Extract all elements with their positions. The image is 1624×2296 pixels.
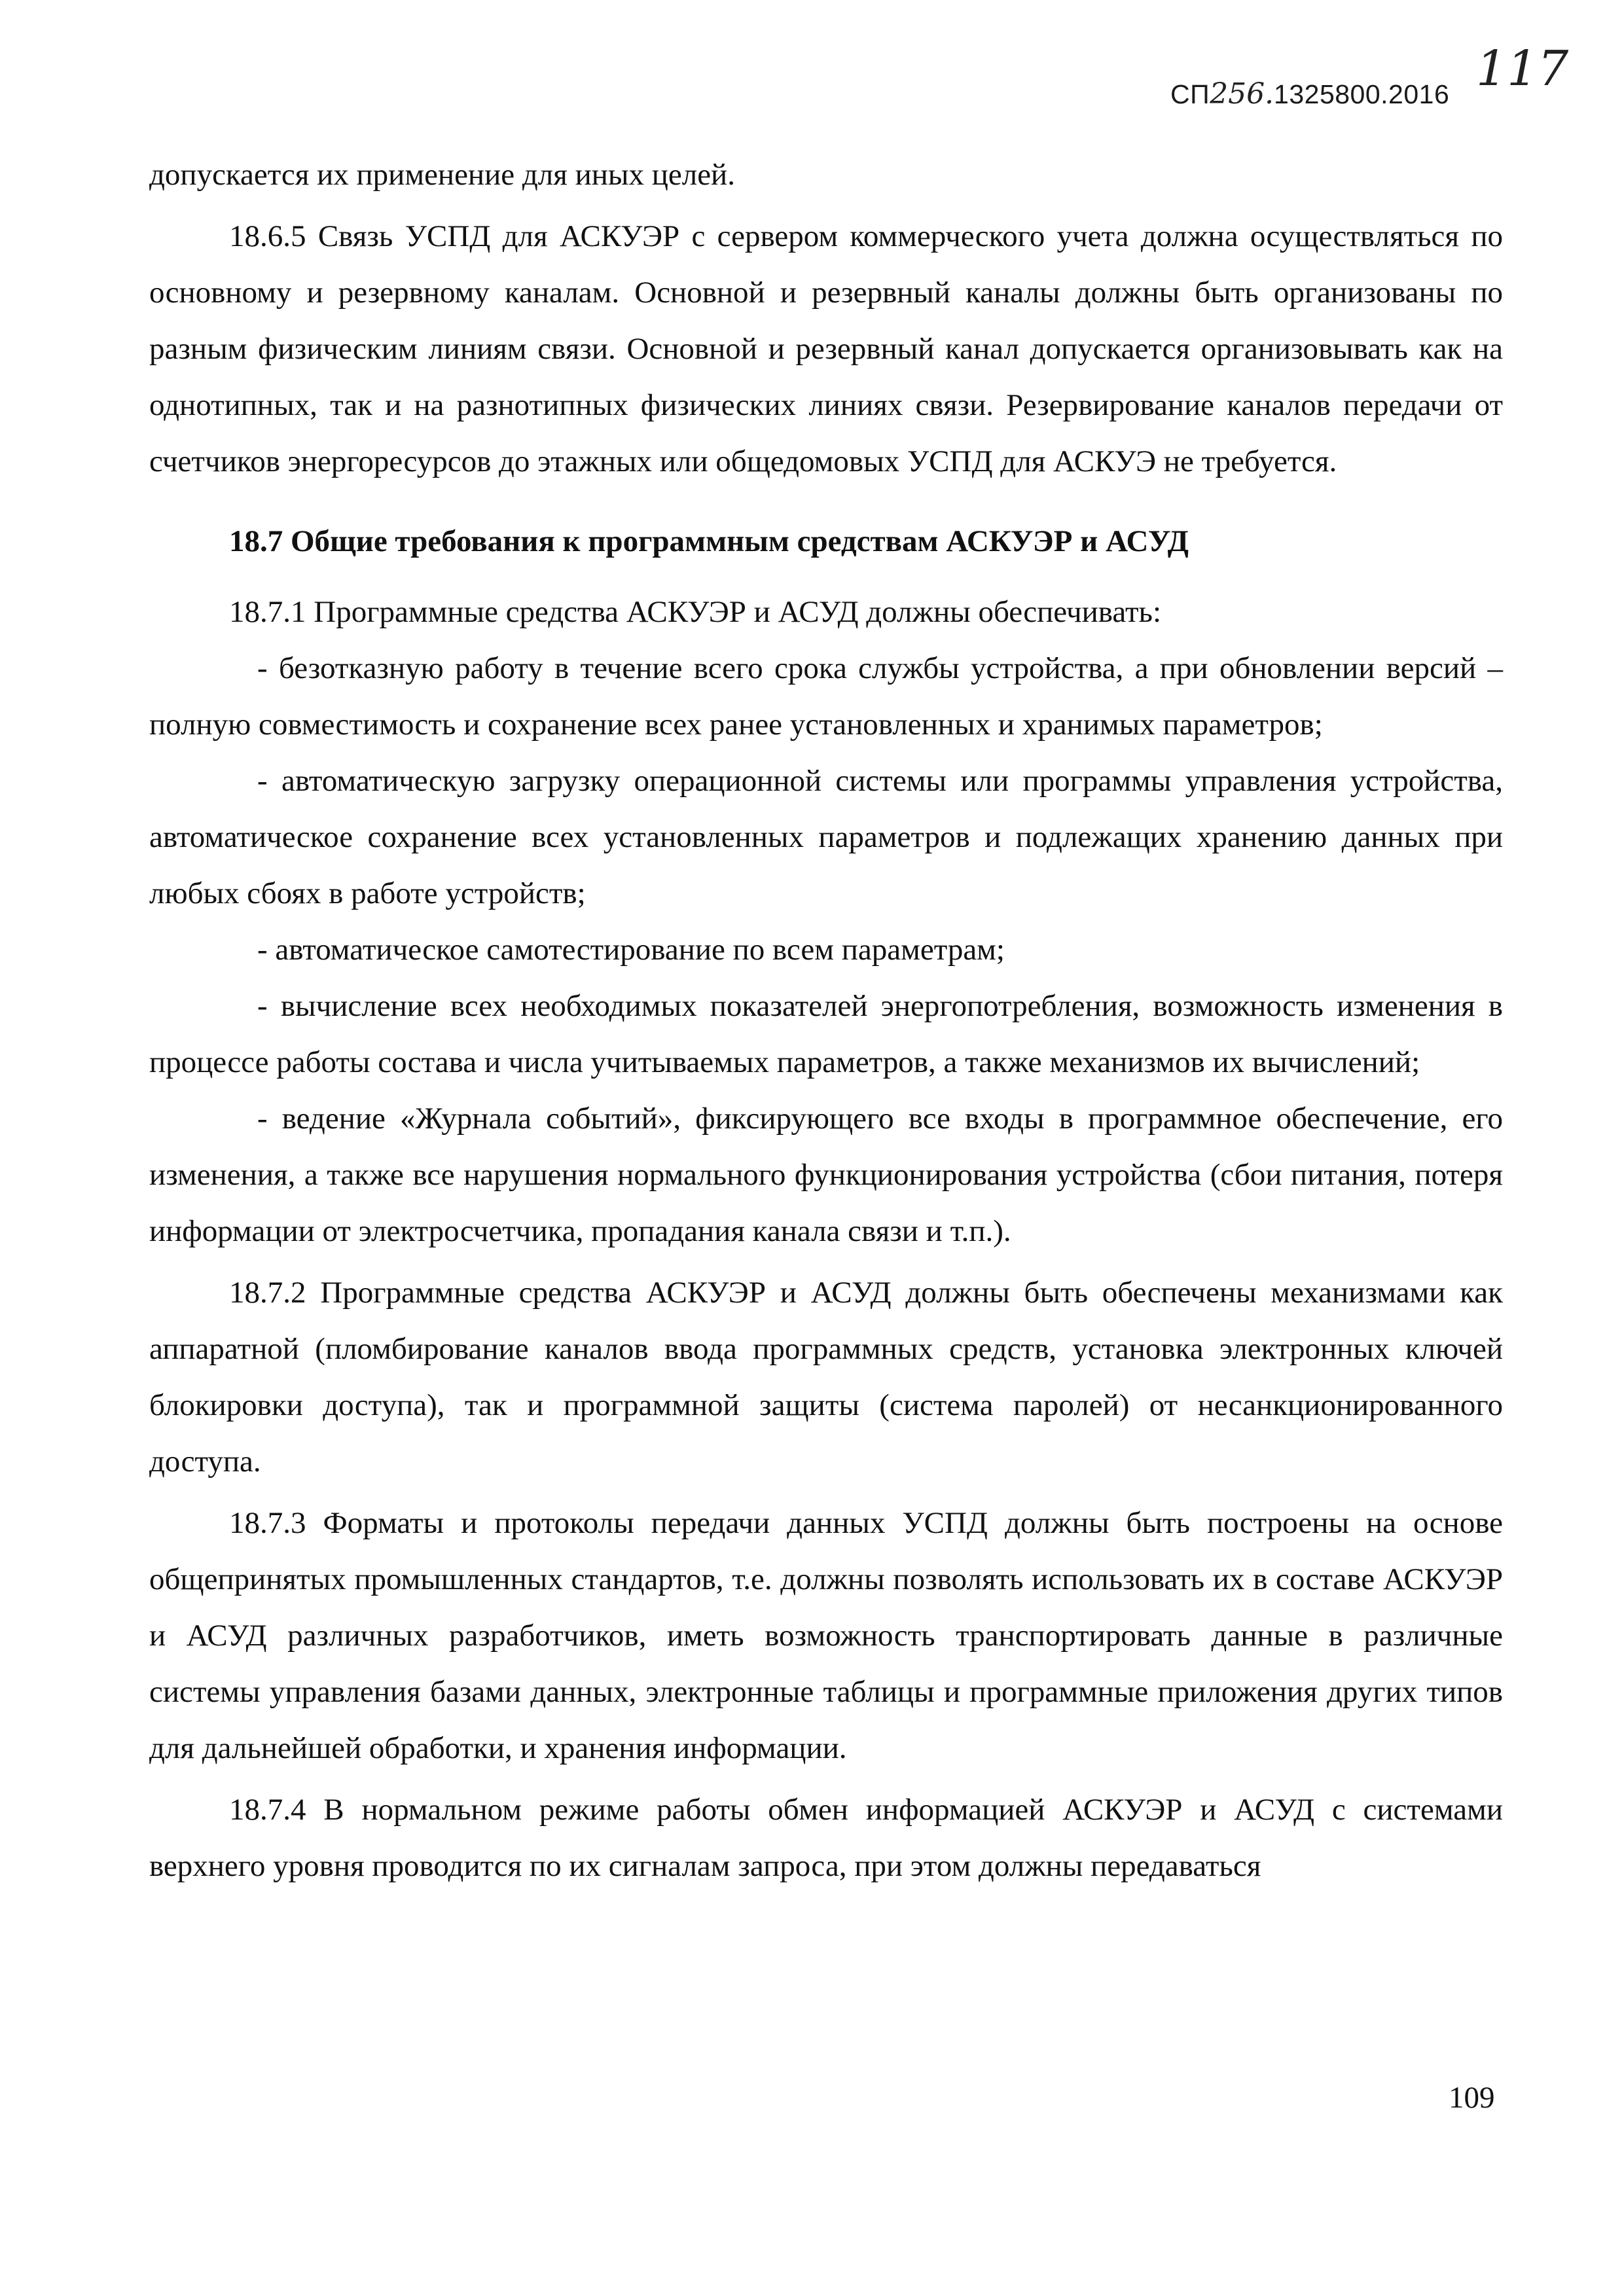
list-item-2: - автоматическую загрузку операционной системы или программы управления устройства, автоматическое сохранение всех установленных параметров и подлежащих хранению данных при любых сбоях в работе устройств; <box>149 764 1503 910</box>
paragraph-18-6-5: 18.6.5 Связь УСПД для АСКУЭР с сервером коммерческого учета должна осуществляться по основному и резервному каналам. Основной и резервный каналы должны быть организованы по разным физическим линиям связи. Основной и резервный канал допускается организовывать как на однотипных, так и на разнотипных физических линиях связи. Резервирование каналов передачи от счетчиков энергоресурсов до этажных или общедомовых УСПД для АСКУЭ не требуется. <box>149 219 1503 478</box>
paragraph-18-7-4: 18.7.4 В нормальном режиме работы обмен информацией АСКУЭР и АСУД с системами верхнего уровня проводится по их сигналам запроса, при этом должны передаваться <box>149 1793 1503 1883</box>
list-item-3: - автоматическое самотестирование по всем параметрам; <box>257 933 1005 967</box>
handwritten-sheet-number: 117 <box>1476 41 1569 97</box>
paragraph-18-7-1: 18.7.1 Программные средства АСКУЭР и АСУД должны обеспечивать: <box>229 595 1162 629</box>
list-item-5: - ведение «Журнала событий», фиксирующего все входы в программное обеспечение, его изменения, а также все нарушения нормального функционирования устройства (сбои питания, потеря информации от электросчетчика, пропадания канала связи и т.п.). <box>149 1102 1503 1248</box>
paragraph-continuation: допускается их применение для иных целей. <box>149 158 735 192</box>
section-heading-18-7: 18.7 Общие требования к программным средствам АСКУЭР и АСУД <box>229 524 1189 558</box>
paragraph-18-7-3: 18.7.3 Форматы и протоколы передачи данных УСПД должны быть построены на основе общепринятых промышленных стандартов, т.е. должны позволять использовать их в составе АСКУЭР и АСУД различных разработчиков, иметь возможность транспортировать данные в различные системы управления базами данных, электронные таблицы и программные приложения других типов для дальнейшей обработки, и хранения информации. <box>149 1506 1503 1765</box>
paragraph-18-7-2: 18.7.2 Программные средства АСКУЭР и АСУД должны быть обеспечены механизмами как аппаратной (пломбирование каналов ввода программных средств, установка электронных ключей блокировки доступа), так и программной защиты (система паролей) от несанкционированного доступа. <box>149 1276 1503 1479</box>
document-code-suffix: 1325800.2016 <box>1274 79 1450 109</box>
list-item-4: - вычисление всех необходимых показателей энергопотребления, возможность изменения в процессе работы состава и числа учитываемых параметров, а также механизмов их вычислений; <box>149 989 1503 1079</box>
list-item-1: - безотказную работу в течение всего срока службы устройства, а при обновлении версий – полную совместимость и сохранение всех ранее установленных и хранимых параметров; <box>149 651 1503 742</box>
document-code <box>1170 77 1449 111</box>
document-code-prefix: СП <box>1170 79 1210 109</box>
document-body <box>149 147 1503 1894</box>
document-code-handwritten: 256. <box>1210 77 1274 111</box>
page-number: 109 <box>1449 2081 1495 2115</box>
